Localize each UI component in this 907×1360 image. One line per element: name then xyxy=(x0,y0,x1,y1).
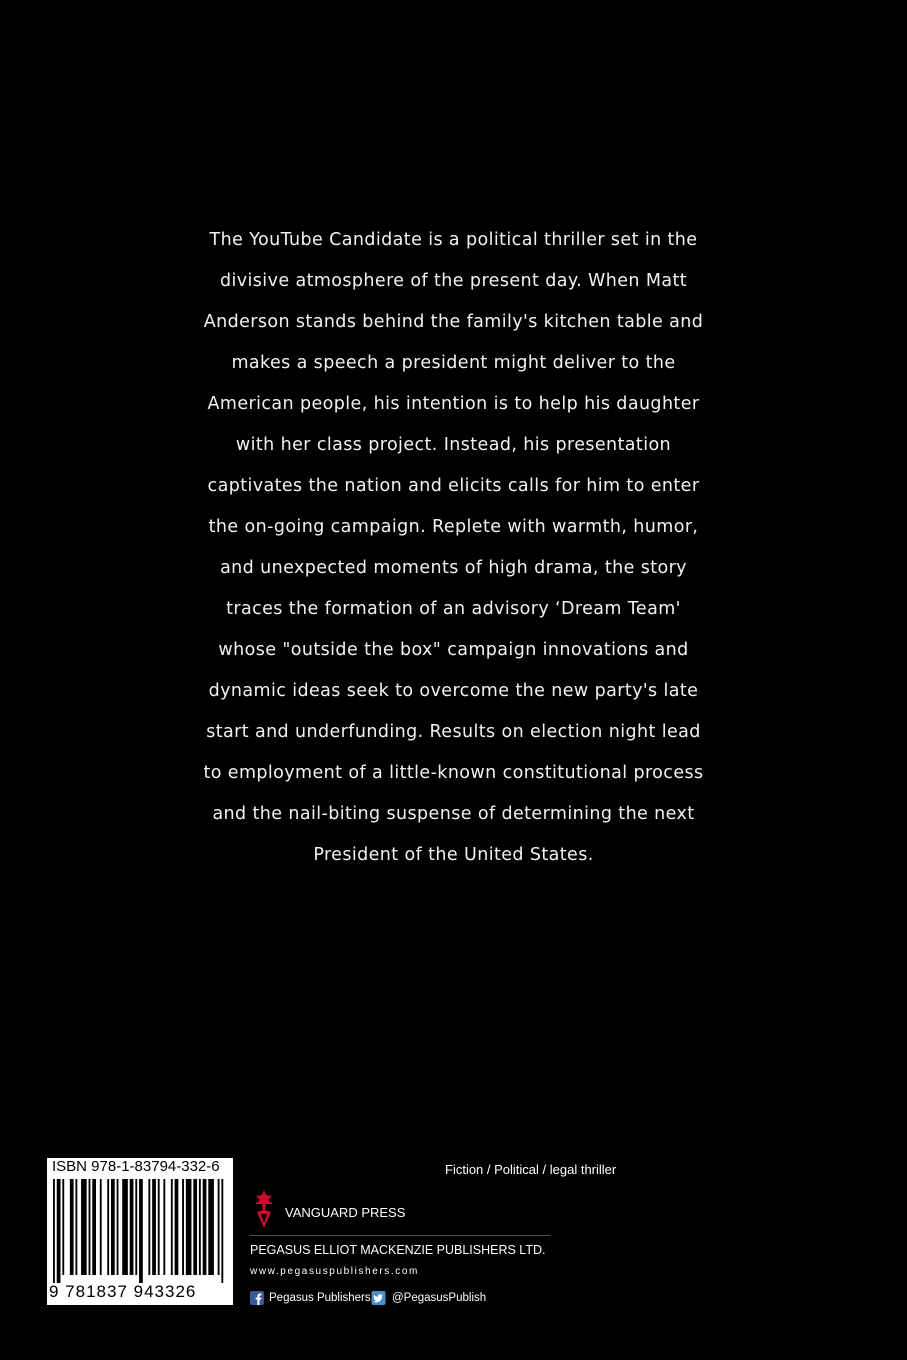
blurb-line: the on-going campaign. Replete with warmth, humor, xyxy=(208,517,699,537)
blurb-line: American people, his intention is to help his daughter xyxy=(207,394,700,414)
barcode-bar xyxy=(152,1179,156,1275)
imprint-name: VANGUARD PRESS xyxy=(285,1205,406,1220)
vanguard-press-logo-icon xyxy=(254,1190,274,1228)
blurb-text xyxy=(180,220,727,876)
barcode-bar xyxy=(100,1179,102,1275)
barcode-bar xyxy=(57,1179,61,1283)
twitter-icon xyxy=(370,1291,387,1305)
isbn-label: ISBN 978-1-83794-332-6 xyxy=(52,1158,220,1175)
barcode-bar xyxy=(81,1179,87,1275)
divider xyxy=(250,1235,550,1236)
barcode-bar xyxy=(182,1179,184,1275)
blurb-line: and the nail-biting suspense of determining the next xyxy=(212,804,695,824)
barcode-bar xyxy=(75,1179,77,1275)
publisher-name: PEGASUS ELLIOT MACKENZIE PUBLISHERS LTD. xyxy=(250,1243,546,1257)
barcode-bar xyxy=(186,1179,192,1275)
barcode-bar xyxy=(193,1179,197,1275)
publisher-website: www.pegasuspublishers.com xyxy=(250,1266,419,1277)
barcode-bar xyxy=(89,1179,91,1275)
blurb-line: dynamic ideas seek to overcome the new party's late xyxy=(208,681,699,701)
twitter-handle xyxy=(370,1289,486,1307)
blurb-line: Anderson stands behind the family's kitchen table and xyxy=(203,312,704,332)
facebook-icon xyxy=(250,1291,264,1305)
genre-label: Fiction / Political / legal thriller xyxy=(445,1162,617,1177)
blurb-line: captivates the nation and elicits calls for him to enter xyxy=(207,476,700,496)
barcode-bar xyxy=(130,1179,134,1275)
blurb-line: with her class project. Instead, his presentation xyxy=(235,435,672,455)
barcode-bar xyxy=(163,1179,165,1275)
isbn-barcode xyxy=(47,1158,233,1305)
barcode-bar xyxy=(53,1179,55,1283)
blurb-line: makes a speech a president might deliver to the xyxy=(231,353,676,373)
barcode-bar xyxy=(117,1179,119,1275)
barcode-bar xyxy=(107,1179,109,1275)
blurb-line: divisive atmosphere of the present day. When Matt xyxy=(220,271,687,291)
barcode-bar xyxy=(111,1179,115,1275)
barcode-bar xyxy=(62,1179,64,1275)
isbn-digits: 9 781837 943326 xyxy=(49,1282,197,1301)
barcode-bar xyxy=(122,1179,128,1275)
barcode-bar xyxy=(175,1179,179,1275)
facebook-handle xyxy=(250,1289,371,1307)
twitter-label: @PegasusPublish xyxy=(392,1292,487,1304)
blurb-line: President of the United States. xyxy=(313,845,594,865)
barcode-bar xyxy=(148,1179,150,1275)
barcode-bar xyxy=(135,1179,137,1275)
barcode-bar xyxy=(158,1179,160,1275)
barcode-bar xyxy=(92,1179,96,1275)
barcode-bar xyxy=(208,1179,214,1275)
barcode-bar xyxy=(139,1179,143,1283)
blurb-line: The YouTube Candidate is a political thriller set in the xyxy=(209,230,698,250)
barcode-bar xyxy=(171,1179,173,1275)
barcode-bar xyxy=(203,1179,207,1275)
blurb-line: start and underfunding. Results on election night lead xyxy=(206,722,701,742)
barcode-bar xyxy=(218,1179,220,1275)
barcode-bar xyxy=(221,1179,223,1283)
barcode-bar xyxy=(199,1179,201,1275)
blurb-line: traces the formation of an advisory ‘Dream Team' xyxy=(226,599,681,619)
barcode-bars-icon xyxy=(53,1179,227,1283)
blurb-line: and unexpected moments of high drama, the story xyxy=(220,558,687,578)
barcode-bar xyxy=(70,1179,74,1275)
facebook-label: Pegasus Publishers xyxy=(269,1292,371,1304)
blurb-line: whose "outside the box" campaign innovations and xyxy=(218,640,689,660)
blurb-line: to employment of a little-known constitutional process xyxy=(203,763,704,783)
